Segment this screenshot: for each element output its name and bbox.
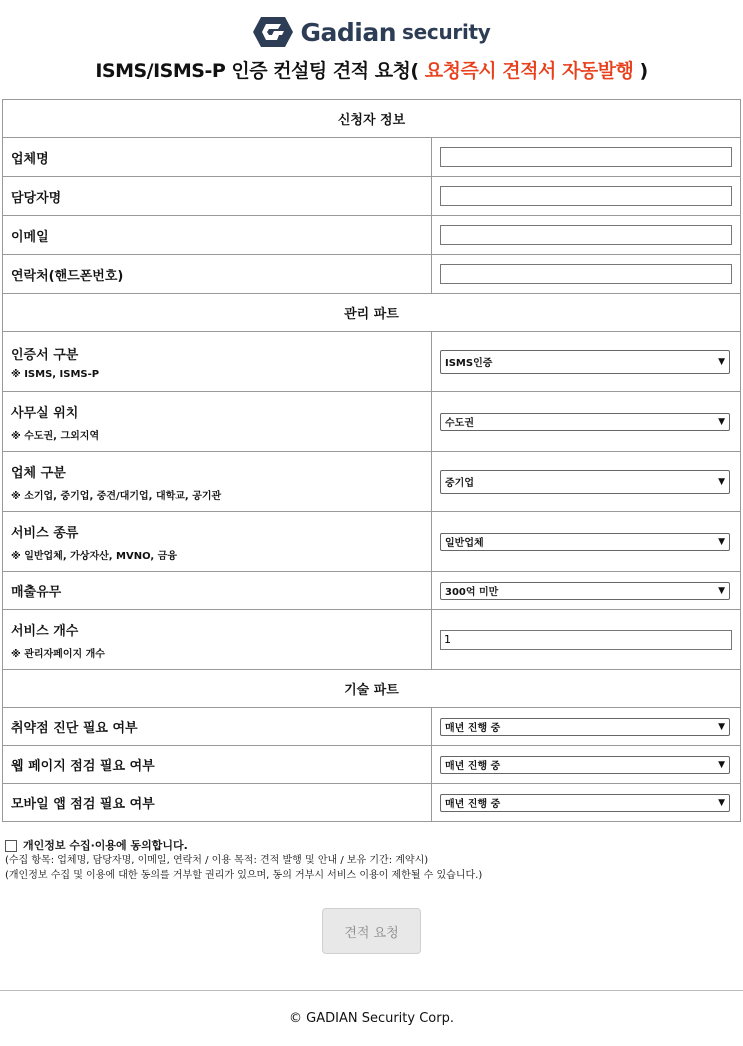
web-check-value: 매년 진행 중 bbox=[445, 761, 501, 772]
privacy-consent bbox=[5, 838, 482, 883]
vuln-scan-value: 매년 진행 중 bbox=[445, 723, 501, 734]
section-management: 관리 파트 bbox=[3, 294, 741, 332]
submit-quote-button[interactable]: 견적 요청 bbox=[322, 908, 421, 954]
service-type-select[interactable] bbox=[440, 533, 730, 551]
page-title bbox=[0, 56, 743, 83]
web-check-select[interactable] bbox=[440, 756, 730, 774]
chevron-down-icon: ▼ bbox=[718, 721, 725, 732]
label-revenue: 매출유무 bbox=[3, 572, 432, 610]
service-type-label: 서비스 종류 bbox=[11, 525, 79, 541]
label-mobile-check: 모바일 앱 점검 필요 여부 bbox=[3, 784, 432, 822]
cert-type-label: 인증서 구분 bbox=[11, 347, 79, 363]
label-service-type bbox=[3, 512, 432, 572]
section-applicant: 신청자 정보 bbox=[3, 100, 741, 138]
chevron-down-icon: ▼ bbox=[718, 476, 725, 487]
quote-form-table bbox=[2, 99, 741, 822]
label-contact-name: 담당자명 bbox=[3, 177, 432, 216]
section-technical: 기술 파트 bbox=[3, 670, 741, 708]
company-name-input[interactable] bbox=[440, 147, 732, 167]
chevron-down-icon: ▼ bbox=[718, 536, 725, 547]
label-company-type bbox=[3, 452, 432, 512]
label-email: 이메일 bbox=[3, 216, 432, 255]
chevron-down-icon: ▼ bbox=[718, 585, 725, 596]
chevron-down-icon: ▼ bbox=[718, 416, 725, 427]
cert-type-select[interactable] bbox=[440, 350, 730, 374]
company-type-note: ※ 소기업, 중기업, 중견/대기업, 대학교, 공기관 bbox=[11, 490, 222, 502]
gadian-logo-icon bbox=[252, 15, 294, 49]
consent-agree-row[interactable] bbox=[5, 838, 482, 853]
chevron-down-icon: ▼ bbox=[718, 797, 725, 808]
consent-detail-2: (개인정보 수집 및 이용에 대한 동의를 거부할 권리가 있으며, 동의 거부시 서비스 이용이 제한될 수 있습니다.) bbox=[5, 870, 483, 881]
office-location-select[interactable] bbox=[440, 413, 730, 431]
company-type-value: 중기업 bbox=[445, 478, 474, 489]
title-highlight: 요청즉시 견적서 자동발행 bbox=[424, 60, 634, 82]
brand-name: Gadian bbox=[300, 17, 397, 47]
vuln-scan-select[interactable] bbox=[440, 718, 730, 736]
consent-checkbox[interactable] bbox=[5, 840, 17, 852]
service-count-label: 서비스 개수 bbox=[11, 623, 79, 639]
cert-type-note: ※ ISMS, ISMS-P bbox=[11, 368, 100, 380]
company-type-label: 업체 구분 bbox=[11, 465, 66, 481]
consent-agree-label: 개인정보 수집·이용에 동의합니다. bbox=[23, 839, 188, 852]
footer-copyright: © GADIAN Security Corp. bbox=[289, 1011, 454, 1026]
brand-logo bbox=[0, 14, 743, 50]
chevron-down-icon: ▼ bbox=[718, 759, 725, 770]
title-main: ISMS/ISMS-P 인증 컨설팅 견적 요청( bbox=[95, 60, 419, 82]
label-cert-type bbox=[3, 332, 432, 392]
chevron-down-icon: ▼ bbox=[718, 356, 725, 367]
cert-type-value: ISMS인증 bbox=[445, 358, 493, 369]
contact-name-input[interactable] bbox=[440, 186, 732, 206]
label-vuln-scan: 취약점 진단 필요 여부 bbox=[3, 708, 432, 746]
label-phone: 연락처(핸드폰번호) bbox=[3, 255, 432, 294]
office-location-value: 수도권 bbox=[445, 418, 474, 429]
mobile-check-select[interactable] bbox=[440, 794, 730, 812]
label-service-count bbox=[3, 610, 432, 670]
service-type-note: ※ 일반업체, 가상자산, MVNO, 금융 bbox=[11, 550, 177, 562]
consent-detail-1: (수집 항목: 업체명, 담당자명, 이메일, 연락처 / 이용 목적: 견적 발행 및 안내 / 보유 기간: 계약시) bbox=[5, 855, 429, 866]
phone-input[interactable] bbox=[440, 264, 732, 284]
email-input[interactable] bbox=[440, 225, 732, 245]
label-company-name: 업체명 bbox=[3, 138, 432, 177]
mobile-check-value: 매년 진행 중 bbox=[445, 799, 501, 810]
service-count-note: ※ 관리자페이지 개수 bbox=[11, 648, 105, 660]
footer-divider bbox=[0, 990, 743, 991]
service-count-input[interactable] bbox=[440, 630, 732, 650]
label-web-check: 웹 페이지 점검 필요 여부 bbox=[3, 746, 432, 784]
brand-suffix: security bbox=[402, 20, 491, 44]
office-location-note: ※ 수도권, 그외지역 bbox=[11, 430, 100, 442]
office-location-label: 사무실 위치 bbox=[11, 405, 79, 421]
label-office-location bbox=[3, 392, 432, 452]
revenue-select[interactable] bbox=[440, 582, 730, 600]
title-end: ) bbox=[639, 60, 648, 82]
service-type-value: 일반업체 bbox=[445, 538, 484, 549]
company-type-select[interactable] bbox=[440, 470, 730, 494]
revenue-value: 300억 미만 bbox=[445, 587, 499, 598]
